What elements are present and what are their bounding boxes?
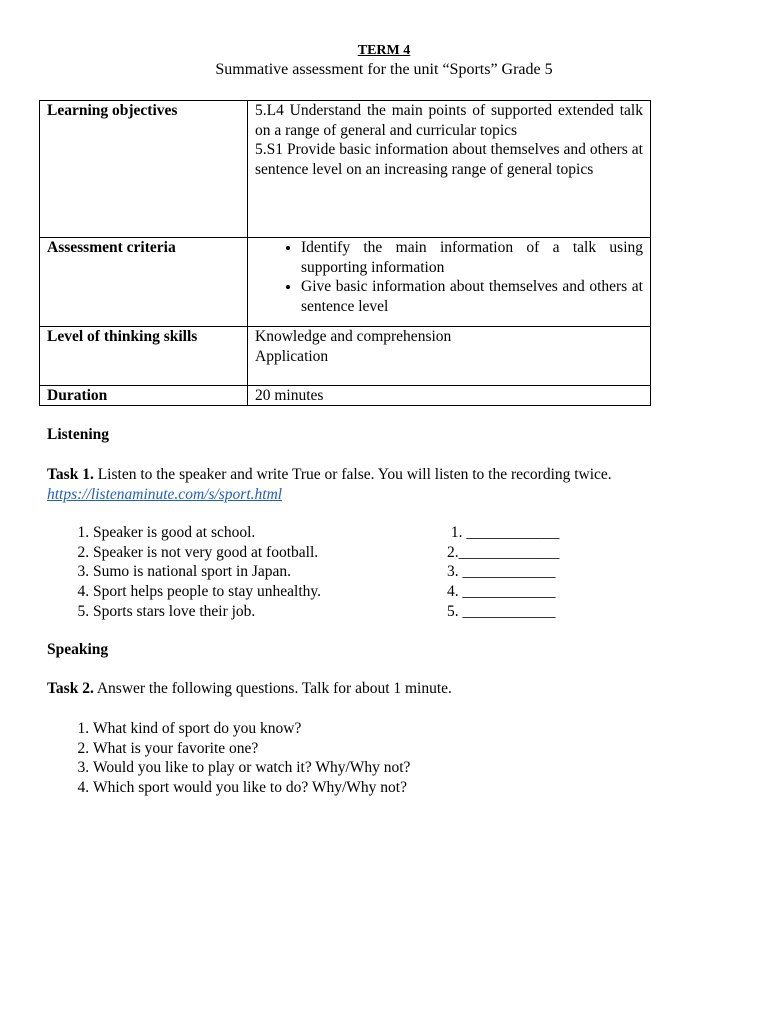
- table-row: [40, 327, 651, 386]
- criteria-list: [255, 238, 643, 316]
- duration-label: Duration: [40, 386, 248, 406]
- task2-label: Task 2.: [47, 680, 94, 697]
- speaking-questions: [47, 719, 647, 798]
- assessment-title: Summative assessment for the unit “Sports” Grade 5: [215, 61, 553, 78]
- statement-item: 4. Sport helps people to stay unhealthy.: [93, 582, 427, 602]
- task2-text: Answer the following questions. Talk for about 1 minute.: [93, 680, 452, 697]
- assessment-criteria-label: Assessment criteria: [40, 238, 248, 327]
- speaking-heading: Speaking: [47, 641, 109, 658]
- task1-instructions: [47, 465, 747, 504]
- duration-value: 20 minutes: [248, 386, 651, 406]
- thinking-skill-item: Application: [255, 347, 329, 365]
- answer-line[interactable]: 1. ____________: [447, 524, 560, 541]
- assessment-info-table: [39, 100, 651, 406]
- question-list: [47, 719, 647, 798]
- task1-text: Listen to the speaker and write True or false. You will listen to the recording twice.: [93, 466, 612, 483]
- thinking-skill-item: Knowledge and comprehension: [255, 328, 452, 345]
- assessment-criteria-cell: [248, 238, 651, 327]
- task2-instructions: [47, 680, 747, 698]
- question-item: 3. Would you like to play or watch it? Why/Why not?: [93, 758, 647, 778]
- statement-item: 3. Sumo is national sport in Japan.: [93, 562, 427, 582]
- answer-line[interactable]: 5. ____________: [447, 602, 556, 620]
- table-row: [40, 238, 651, 327]
- table-row: [40, 101, 651, 238]
- statement-item: 2. Speaker is not very good at football.: [93, 543, 427, 563]
- learning-objectives-label: Learning objectives: [40, 101, 248, 238]
- listening-statements: [47, 523, 427, 622]
- answer-lines: [447, 523, 559, 622]
- objective-item: 5.S1 Provide basic information about themselves and others at sentence level on an increasing range of general topics: [255, 141, 643, 178]
- recording-link[interactable]: https://listenaminute.com/s/sport.html: [47, 485, 283, 503]
- statement-list: [47, 523, 427, 622]
- learning-objectives-cell: [248, 101, 651, 238]
- question-item: 4. Which sport would you like to do? Why/Why not?: [93, 778, 647, 798]
- thinking-skills-label: Level of thinking skills: [40, 327, 248, 386]
- table-row: [40, 386, 651, 406]
- statement-item: 5. Sports stars love their job.: [93, 602, 427, 622]
- criteria-item: • Give basic information about themselves and others at sentence level: [301, 277, 643, 316]
- thinking-skills-cell: [248, 327, 651, 386]
- task1-label: Task 1.: [47, 466, 94, 483]
- criteria-item: • Identify the main information of a talk using supporting information: [301, 238, 643, 277]
- statement-item: 1. Speaker is good at school.: [93, 523, 427, 543]
- question-item: 2. What is your favorite one?: [93, 739, 647, 759]
- answer-line[interactable]: 3. ____________: [447, 563, 556, 581]
- answer-line[interactable]: 4. ____________: [447, 583, 556, 601]
- objective-item: 5.L4 Understand the main points of supported extended talk on a range of general and curricular topics: [255, 102, 643, 139]
- term-heading: TERM 4: [357, 43, 411, 58]
- question-item: 1. What kind of sport do you know?: [93, 719, 647, 739]
- answer-line[interactable]: 2._____________: [447, 543, 560, 561]
- listening-heading: Listening: [47, 426, 110, 443]
